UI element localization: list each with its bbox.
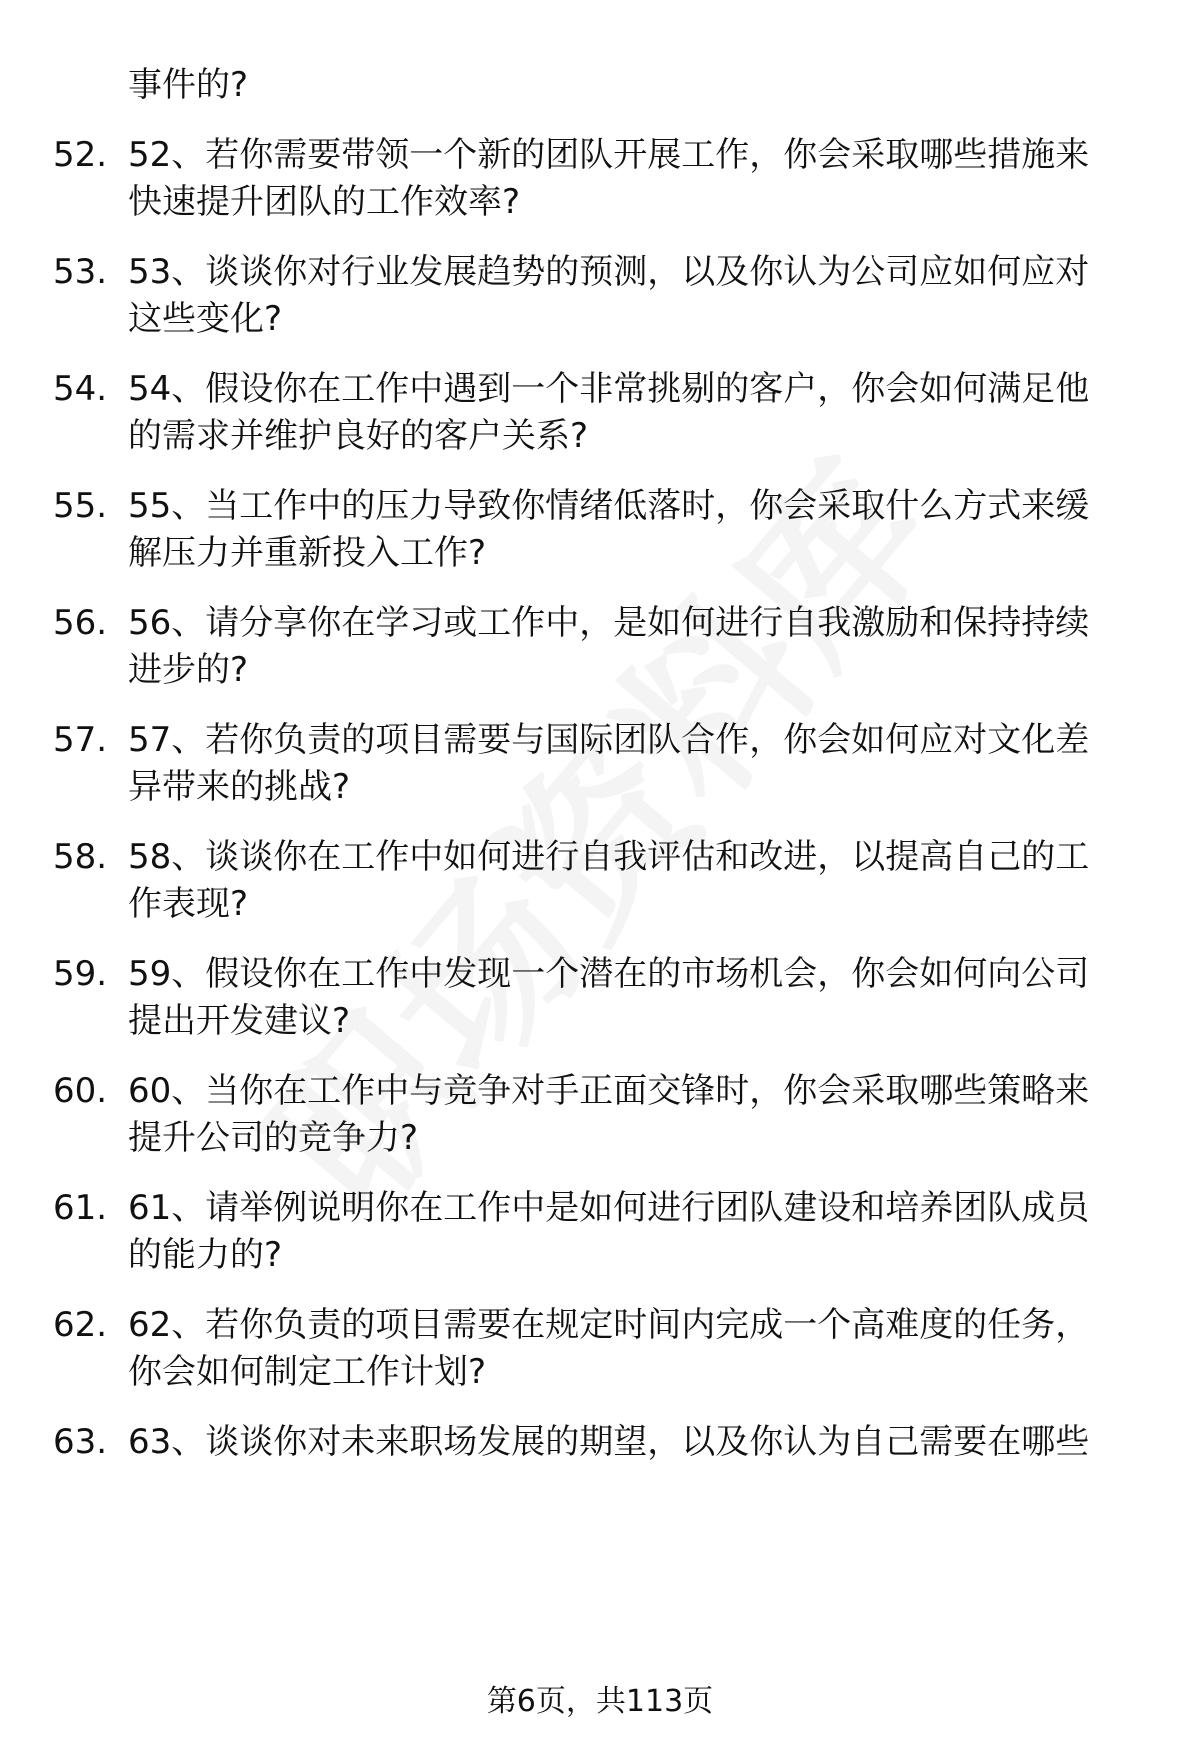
list-item-number: 54. [53, 369, 108, 409]
list-item-number: 52. [53, 135, 108, 175]
continuation-text: 事件的? [128, 65, 249, 105]
list-item-text-line-1: 56、请分享你在学习或工作中，是如何进行自我激励和保持持续 [128, 603, 1090, 643]
list-item-text-line-1: 59、假设你在工作中发现一个潜在的市场机会，你会如何向公司 [128, 954, 1090, 994]
list-item [0, 1300, 1200, 1420]
list-item-text-line-1: 57、若你负责的项目需要与国际团队合作，你会如何应对文化差 [128, 720, 1090, 760]
list-item [0, 130, 1200, 250]
list-item-number: 59. [53, 954, 108, 994]
list-item-text-line-2: 快速提升团队的工作效率? [128, 182, 521, 222]
list-item [0, 1183, 1200, 1303]
list-item [0, 247, 1200, 367]
page-footer: 第6页，共113页 [486, 1684, 714, 1719]
list-item-number: 53. [53, 252, 108, 292]
list-item-text-line-1: 62、若你负责的项目需要在规定时间内完成一个高难度的任务， [128, 1305, 1090, 1345]
list-item [0, 949, 1200, 1069]
list-item [0, 1066, 1200, 1186]
list-item-number: 55. [53, 486, 108, 526]
list-item-text-line-2: 作表现? [128, 884, 249, 924]
list-item-text-line-1: 54、假设你在工作中遇到一个非常挑剔的客户，你会如何满足他 [128, 369, 1090, 409]
list-item-number: 57. [53, 720, 108, 760]
list-item [0, 832, 1200, 952]
list-item-number: 56. [53, 603, 108, 643]
list-item-text-line-2: 进步的? [128, 650, 249, 690]
list-item-text-line-2: 的能力的? [128, 1235, 283, 1275]
list-item-text-line-1: 63、谈谈你对未来职场发展的期望，以及你认为自己需要在哪些 [128, 1422, 1090, 1462]
list-item-text-line-1: 60、当你在工作中与竞争对手正面交锋时，你会采取哪些策略来 [128, 1071, 1090, 1111]
list-item-number: 62. [53, 1305, 108, 1345]
list-item-number: 58. [53, 837, 108, 877]
list-item-text-line-1: 61、请举例说明你在工作中是如何进行团队建设和培养团队成员 [128, 1188, 1090, 1228]
list-item [0, 481, 1200, 601]
list-item-text-line-2: 提出开发建议? [128, 1001, 351, 1041]
list-item-text-line-2: 这些变化? [128, 299, 283, 339]
list-item-text-line-2: 解压力并重新投入工作? [128, 533, 487, 573]
list-item-text-line-2: 异带来的挑战? [128, 767, 351, 807]
list-item [0, 1417, 1200, 1537]
list-item-text-line-1: 58、谈谈你在工作中如何进行自我评估和改进，以提高自己的工 [128, 837, 1090, 877]
list-item-number: 63. [53, 1422, 108, 1462]
list-item-text-line-1: 55、当工作中的压力导致你情绪低落时，你会采取什么方式来缓 [128, 486, 1090, 526]
list-item-text-line-2: 提升公司的竞争力? [128, 1118, 419, 1158]
list-item [0, 598, 1200, 718]
list-item [0, 715, 1200, 835]
list-item-text-line-1: 53、谈谈你对行业发展趋势的预测，以及你认为公司应如何应对 [128, 252, 1090, 292]
list-item-text-line-2: 你会如何制定工作计划? [128, 1352, 487, 1392]
list-item-text-line-2: 的需求并维护良好的客户关系? [128, 416, 589, 456]
list-item-text-line-1: 52、若你需要带领一个新的团队开展工作，你会采取哪些措施来 [128, 135, 1090, 175]
list-item-number: 60. [53, 1071, 108, 1111]
list-item-number: 61. [53, 1188, 108, 1228]
list-item [0, 364, 1200, 484]
